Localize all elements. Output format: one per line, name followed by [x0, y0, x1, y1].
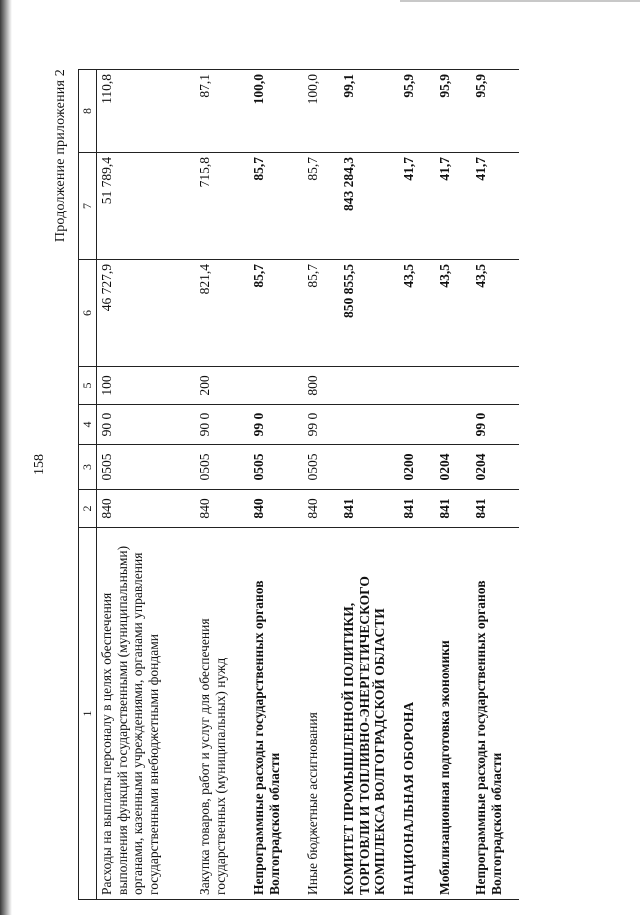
- col-header-1: 1: [79, 528, 97, 900]
- cell-percent: 95,9: [467, 70, 519, 153]
- cell-admin-code: 841: [431, 490, 467, 528]
- cell-actual: 51 789,4: [97, 153, 192, 260]
- table-row: [299, 70, 337, 900]
- cell-admin-code: 840: [245, 490, 299, 528]
- cell-actual: 85,7: [299, 153, 337, 260]
- row-name: Непрограммные расходы государственных органов Волгоградской области: [245, 528, 299, 900]
- table-row: [431, 70, 467, 900]
- cell-admin-code: 841: [393, 490, 431, 528]
- cell-plan: 43,5: [467, 260, 519, 367]
- cell-actual: 41,7: [467, 153, 519, 260]
- col-header-2: 2: [79, 490, 97, 528]
- cell-expense-type: [393, 367, 431, 405]
- col-header-8: 8: [79, 70, 97, 153]
- cell-plan: 43,5: [393, 260, 431, 367]
- table-row: [245, 70, 299, 900]
- cell-section-code: 0200: [393, 445, 431, 490]
- cell-actual: 85,7: [245, 153, 299, 260]
- cell-target-code: 99 0: [299, 405, 337, 445]
- col-header-5: 5: [79, 367, 97, 405]
- row-name: КОМИТЕТ ПРОМЫШЛЕННОЙ ПОЛИТИКИ, ТОРГОВЛИ И ТОПЛИВНО-ЭНЕРГЕТИЧЕСКОГО КОМПЛЕКСА ВОЛГОГРАДСКОЙ ОБЛАСТИ: [337, 528, 393, 900]
- cell-expense-type: [337, 367, 393, 405]
- cell-actual: 41,7: [431, 153, 467, 260]
- cell-actual: 715,8: [191, 153, 245, 260]
- col-header-7: 7: [79, 153, 97, 260]
- col-header-6: 6: [79, 260, 97, 367]
- cell-actual: 41,7: [393, 153, 431, 260]
- cell-plan: 43,5: [431, 260, 467, 367]
- row-name: НАЦИОНАЛЬНАЯ ОБОРОНА: [393, 528, 431, 900]
- cell-expense-type: [467, 367, 519, 405]
- table-row: [393, 70, 431, 900]
- cell-expense-type: 800: [299, 367, 337, 405]
- cell-expense-type: 200: [191, 367, 245, 405]
- cell-admin-code: 840: [97, 490, 192, 528]
- cell-expense-type: 100: [97, 367, 192, 405]
- cell-plan: 821,4: [191, 260, 245, 367]
- cell-admin-code: 840: [191, 490, 245, 528]
- cell-percent: 110,8: [97, 70, 192, 153]
- cell-admin-code: 841: [337, 490, 393, 528]
- cell-plan: 850 855,5: [337, 260, 393, 367]
- cell-target-code: [393, 405, 431, 445]
- cell-target-code: [431, 405, 467, 445]
- cell-plan: 85,7: [299, 260, 337, 367]
- table-row: [337, 70, 393, 900]
- appendix-note: Продолжение приложения 2: [53, 69, 68, 243]
- budget-table: [78, 69, 519, 900]
- cell-section-code: 0505: [191, 445, 245, 490]
- cell-section-code: 0505: [97, 445, 192, 490]
- table-header-row: [79, 70, 97, 900]
- cell-expense-type: [431, 367, 467, 405]
- cell-section-code: 0505: [245, 445, 299, 490]
- cell-section-code: [337, 445, 393, 490]
- cell-plan: 46 727,9: [97, 260, 192, 367]
- cell-target-code: 99 0: [245, 405, 299, 445]
- cell-plan: 85,7: [245, 260, 299, 367]
- cell-section-code: 0505: [299, 445, 337, 490]
- cell-admin-code: 841: [467, 490, 519, 528]
- cell-actual: 843 284,3: [337, 153, 393, 260]
- cell-percent: 95,9: [393, 70, 431, 153]
- cell-percent: 99,1: [337, 70, 393, 153]
- row-name: Закупка товаров, работ и услуг для обеспечения государственных (муниципальных) нужд: [191, 528, 245, 900]
- table-row: [467, 70, 519, 900]
- cell-section-code: 0204: [467, 445, 519, 490]
- cell-percent: 95,9: [431, 70, 467, 153]
- col-header-4: 4: [79, 405, 97, 445]
- cell-target-code: [337, 405, 393, 445]
- cell-target-code: 90 0: [191, 405, 245, 445]
- cell-percent: 87,1: [191, 70, 245, 153]
- row-name: Мобилизационная подготовка экономики: [431, 528, 467, 900]
- cell-section-code: 0204: [431, 445, 467, 490]
- cell-target-code: 99 0: [467, 405, 519, 445]
- cell-expense-type: [245, 367, 299, 405]
- row-name: Непрограммные расходы государственных органов Волгоградской области: [467, 528, 519, 900]
- cell-percent: 100,0: [245, 70, 299, 153]
- page-number: 158: [32, 454, 47, 475]
- cell-target-code: 90 0: [97, 405, 192, 445]
- row-name: Расходы на выплаты персоналу в целях обеспечения выполнения функций государственными (муниципальными) органами, казенными учреждениями, органами управления государственными внебюджетными фондами: [97, 528, 192, 900]
- cell-admin-code: 840: [299, 490, 337, 528]
- col-header-3: 3: [79, 445, 97, 490]
- table-row: [97, 70, 192, 900]
- cell-percent: 100,0: [299, 70, 337, 153]
- table-row: [191, 70, 245, 900]
- row-name: Иные бюджетные ассигнования: [299, 528, 337, 900]
